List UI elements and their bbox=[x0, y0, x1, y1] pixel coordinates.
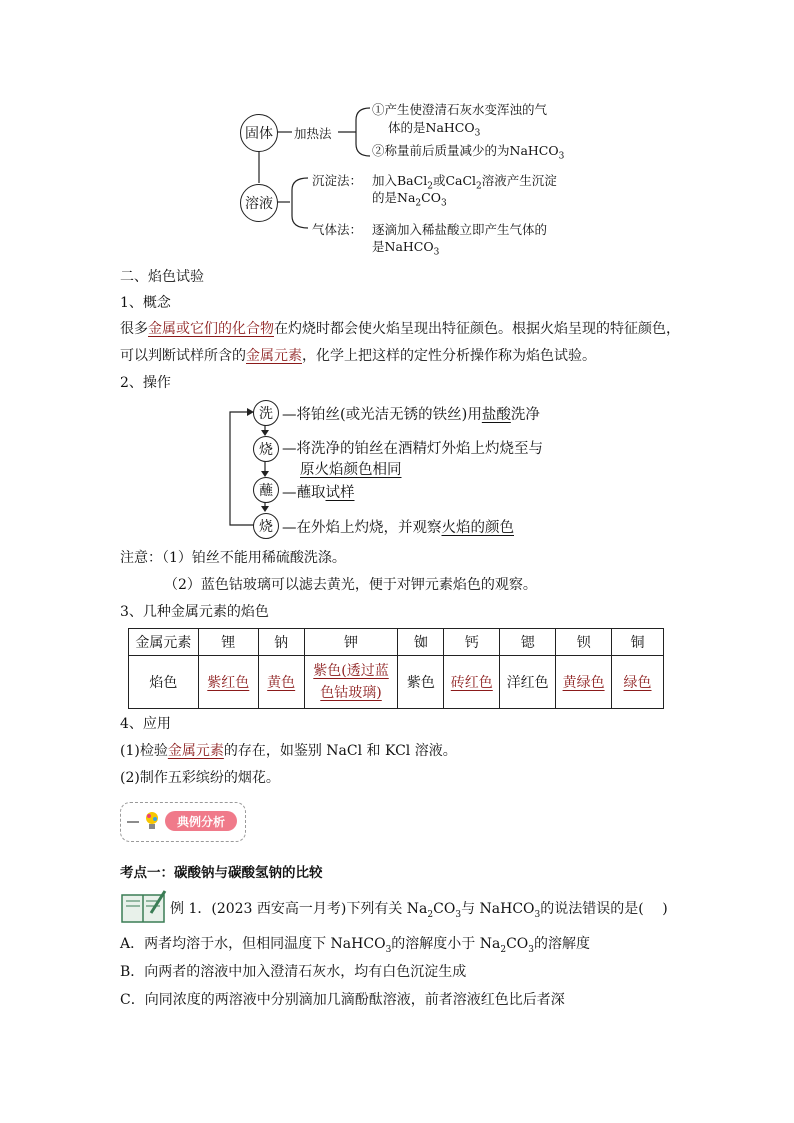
example-analysis-banner bbox=[120, 802, 246, 842]
section2-title: 二、焰色试验 bbox=[120, 269, 204, 285]
step2-text-line2: 原火焰颜色相同 bbox=[300, 462, 402, 478]
concept-para-line1: 很多金属或它们的化合物在灼烧时都会使火焰呈现出特征颜色。根据火焰呈现的特征颜色， bbox=[120, 321, 680, 337]
solid-label: 固体 bbox=[245, 126, 273, 142]
solid-circle bbox=[240, 114, 278, 152]
application-title: 4、应用 bbox=[120, 716, 171, 732]
step2-text-line1: —将洗净的铂丝在酒精灯外焰上灼烧至与 bbox=[282, 441, 543, 457]
concept-title: 1、概念 bbox=[120, 295, 171, 311]
table-header-cell: 钠 bbox=[258, 629, 304, 656]
note-1: 注意：（1）铂丝不能用稀硫酸洗涤。 bbox=[120, 550, 346, 566]
precip-line1: 加入BaCl$_2$或CaCl$_2$溶液产生沉淀 bbox=[372, 173, 557, 192]
option-a: A．两者均溶于水，但相同温度下 NaHCO$_3$的溶解度小于 $Na_2CO_3$的溶解度 bbox=[120, 936, 591, 955]
table-header-cell: 锂 bbox=[198, 629, 258, 656]
application-1: (1)检验金属元素的存在，如鉴别 NaCl 和 KCl 溶液。 bbox=[120, 743, 457, 759]
table-cell-sr: 洋红色 bbox=[500, 656, 556, 709]
concept-link-metal-element: 金属元素 bbox=[246, 348, 302, 364]
step1-text: —将铂丝(或光洁无锈的铁丝)用盐酸洗净 bbox=[282, 407, 540, 423]
heat-item2: ②称量前后质量减少的为NaHCO$_3$ bbox=[372, 143, 565, 162]
table-cell-rb: 紫色 bbox=[398, 656, 444, 709]
table-header-cell: 锶 bbox=[500, 629, 556, 656]
heat-item1-line1: ①产生使澄清石灰水变浑浊的气 bbox=[372, 102, 548, 117]
flame-colors-title: 3、几种金属元素的焰色 bbox=[120, 604, 269, 620]
table-header-cell: 钡 bbox=[556, 629, 612, 656]
book-pencil-icon bbox=[121, 889, 167, 923]
table-header-cell: 铜 bbox=[612, 629, 664, 656]
table-header-cell: 钙 bbox=[444, 629, 500, 656]
table-cell-cu: 绿色 bbox=[612, 656, 664, 709]
step2-circle: 烧 bbox=[253, 436, 279, 462]
table-row bbox=[129, 656, 664, 709]
table-cell-li: 紫红色 bbox=[198, 656, 258, 709]
gas-method-label: 气体法： bbox=[312, 222, 363, 237]
heat-item1-line2: 体的是NaHCO$_3$ bbox=[388, 120, 481, 139]
solution-label: 溶液 bbox=[245, 196, 273, 212]
heat-method-label: 加热法 bbox=[294, 126, 332, 141]
step1-circle: 洗 bbox=[253, 400, 279, 426]
option-b: B．向两者的溶液中加入澄清石灰水，均有白色沉淀生成 bbox=[120, 964, 467, 980]
option-c: C．向同浓度的两溶液中分别滴加几滴酚酞溶液，前者溶液红色比后者深 bbox=[120, 992, 565, 1008]
table-cell-k: 紫色(透过蓝 色钴玻璃) bbox=[304, 656, 398, 709]
solution-circle bbox=[240, 184, 278, 222]
precip-method-label: 沉淀法： bbox=[312, 173, 363, 188]
step4-text: —在外焰上灼烧，并观察火焰的颜色 bbox=[282, 520, 514, 536]
step3-text: —蘸取试样 bbox=[282, 485, 355, 501]
table-row-label: 焰色 bbox=[129, 656, 199, 709]
table-header-cell: 铷 bbox=[398, 629, 444, 656]
table-header-cell: 钾 bbox=[304, 629, 398, 656]
gas-line1: 逐滴加入稀盐酸立即产生气体的 bbox=[372, 222, 548, 237]
lightbulb-icon bbox=[143, 810, 161, 832]
table-header-row bbox=[129, 629, 664, 656]
exam-point-title: 考点一：碳酸钠与碳酸氢钠的比较 bbox=[120, 865, 323, 881]
note-2: （2）蓝色钴玻璃可以滤去黄光，便于对钾元素焰色的观察。 bbox=[164, 577, 537, 593]
example-question: 例 1．(2023 西安高一月考)下列有关 $Na_2CO_3$与 NaHCO$_3$的说法错误的是( ) bbox=[170, 901, 668, 920]
gas-line2: 是NaHCO$_3$ bbox=[372, 239, 440, 258]
banner-label: 典例分析 bbox=[165, 811, 237, 831]
step3-circle: 蘸 bbox=[253, 477, 279, 503]
precip-line2: 的是$Na_2CO_3$ bbox=[372, 190, 447, 209]
step4-circle: 烧 bbox=[253, 513, 279, 539]
application-2: (2)制作五彩缤纷的烟花。 bbox=[120, 770, 280, 786]
dash-decoration-icon bbox=[127, 819, 141, 825]
table-header-cell: 金属元素 bbox=[129, 629, 199, 656]
table-cell-na: 黄色 bbox=[258, 656, 304, 709]
concept-link-metal-compounds: 金属或它们的化合物 bbox=[148, 321, 274, 337]
flame-color-table bbox=[128, 628, 664, 709]
concept-para-line2: 可以判断试样所含的金属元素，化学上把这样的定性分析操作称为焰色试验。 bbox=[120, 348, 596, 364]
table-cell-ca: 砖红色 bbox=[444, 656, 500, 709]
operation-title: 2、操作 bbox=[120, 375, 171, 391]
table-cell-ba: 黄绿色 bbox=[556, 656, 612, 709]
